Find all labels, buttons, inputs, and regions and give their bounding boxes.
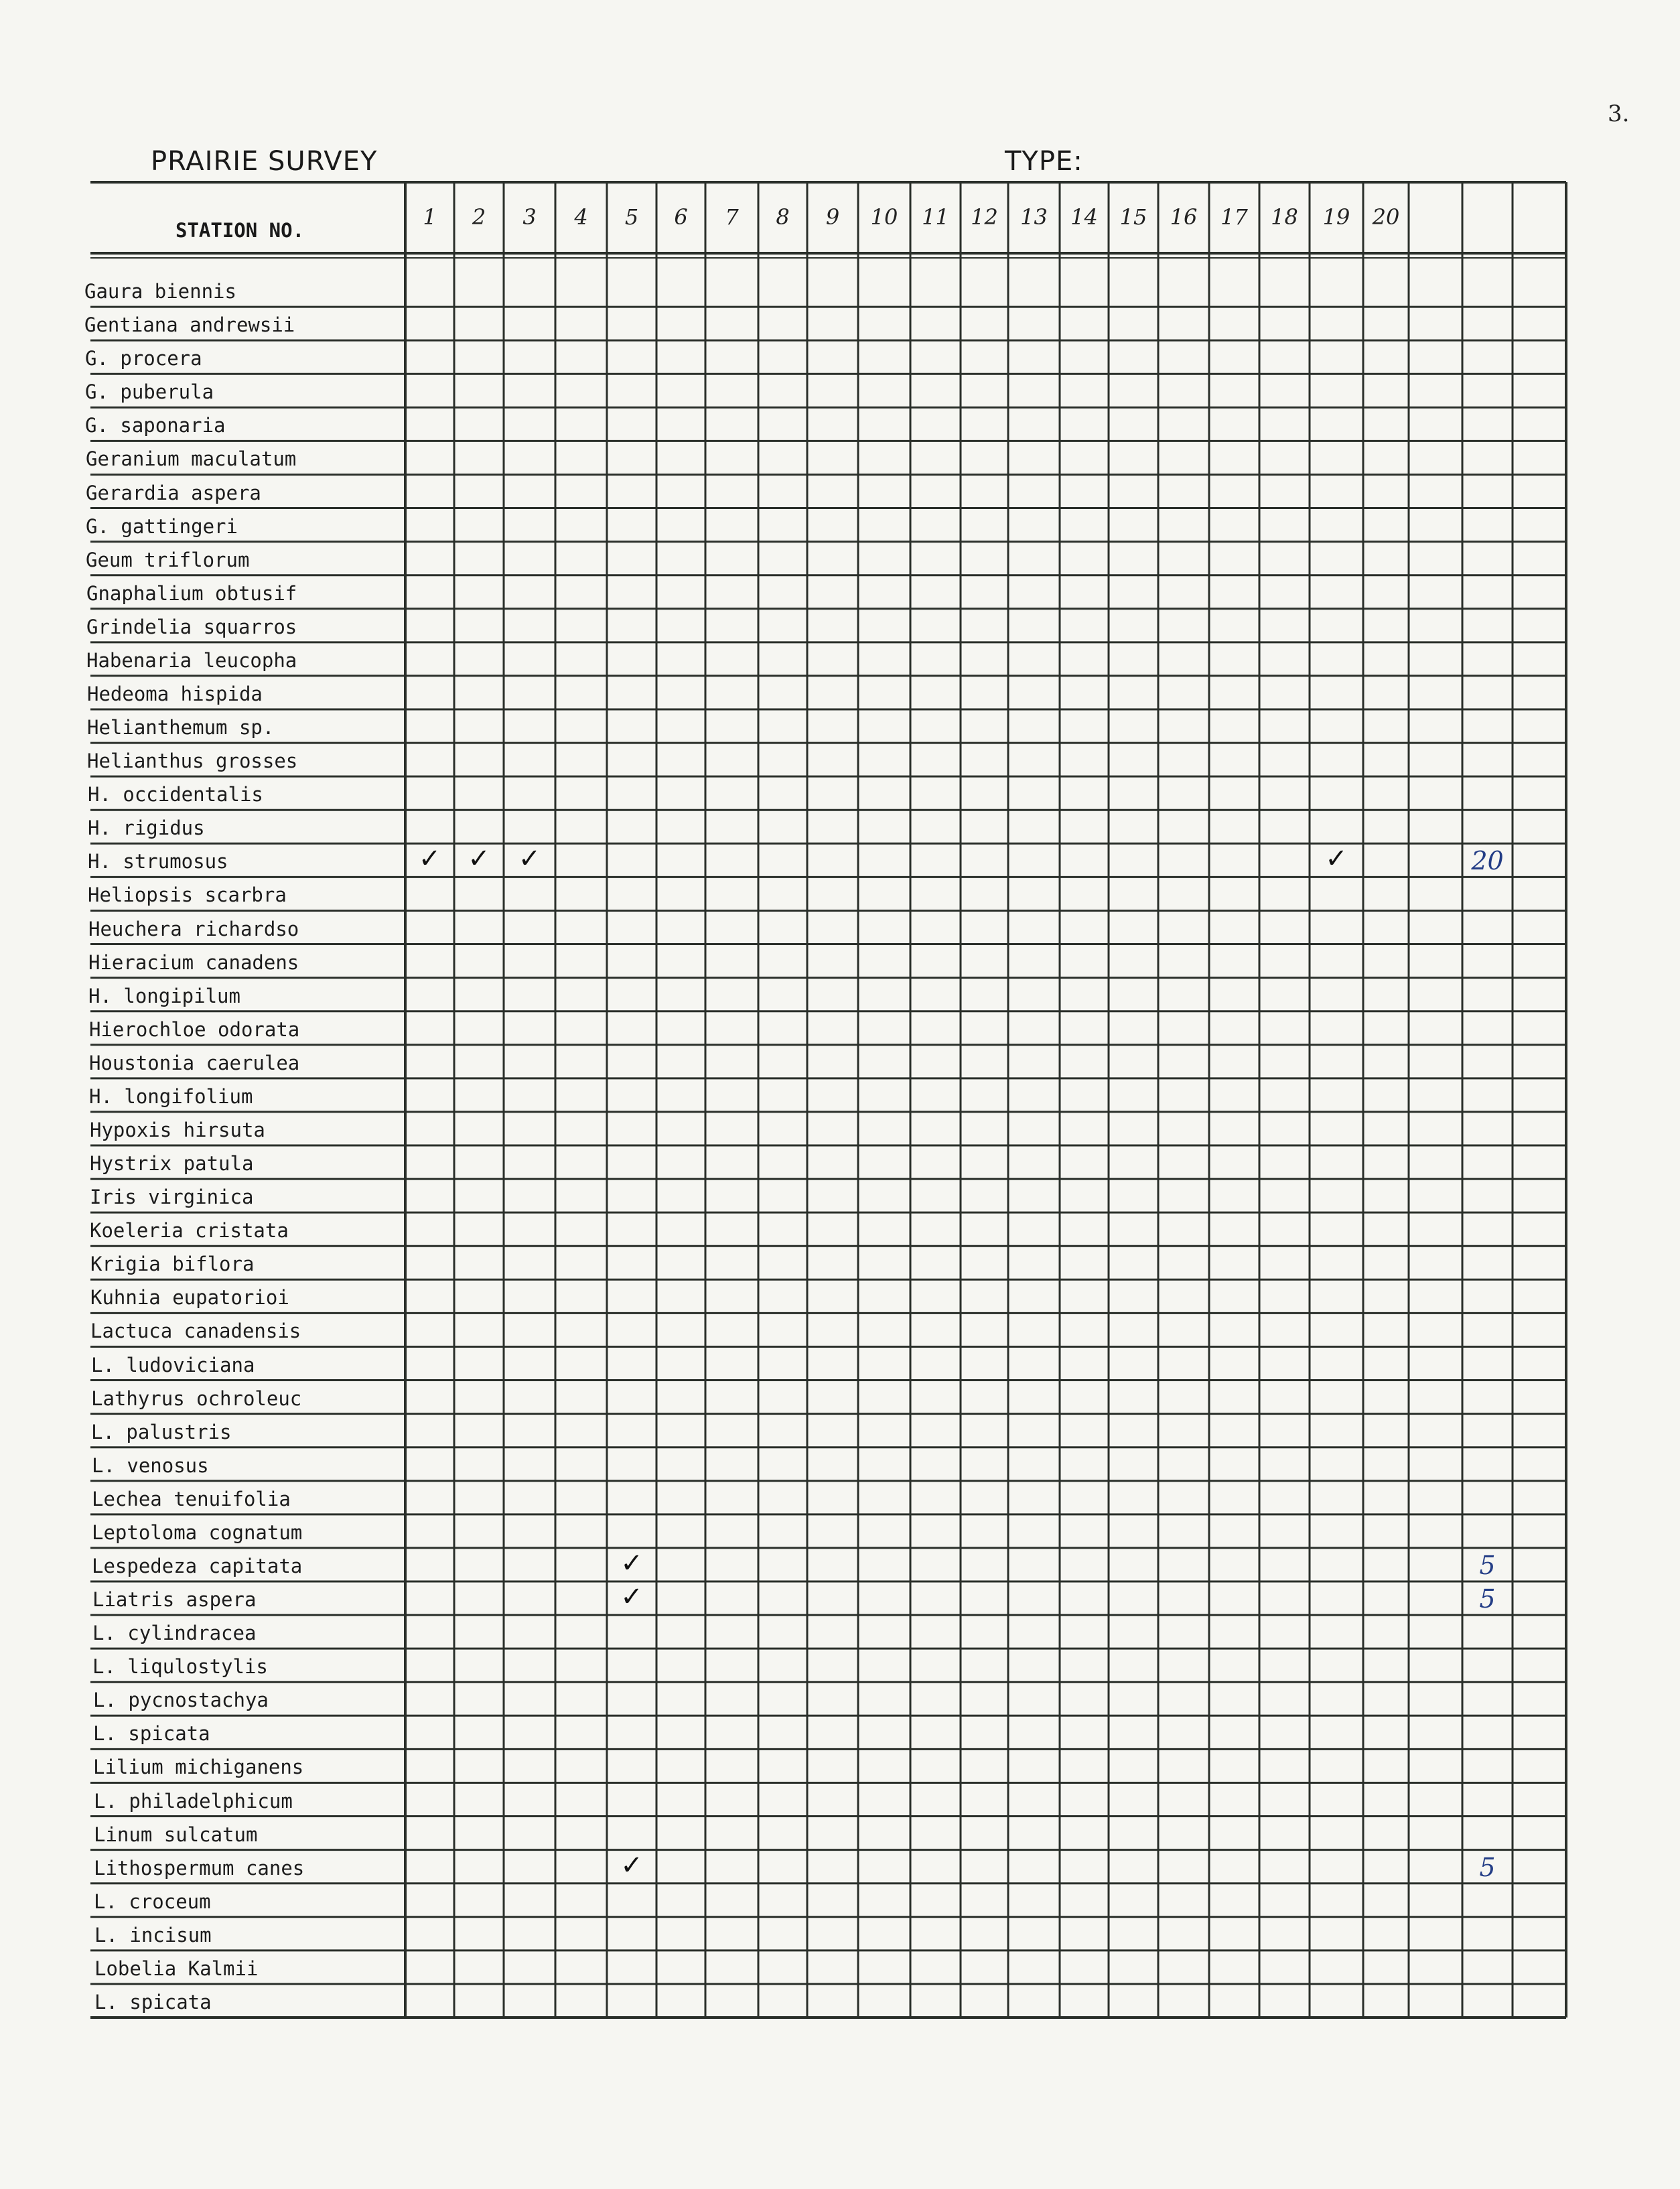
species-name: Hierochloe odorata [89,1017,300,1041]
station-number: 17 [1220,204,1248,230]
species-name: Hedeoma hispida [87,683,263,705]
station-number: 9 [825,204,840,230]
station-number: 11 [922,204,949,230]
presence-check-mark: ✓ [620,1548,643,1579]
species-name: L. philadelphicum [94,1789,293,1813]
species-name: Kuhnia eupatorioi [90,1286,289,1310]
station-count: 5 [1479,1852,1496,1882]
station-number: 18 [1271,204,1298,230]
species-name: Helianthemum sp. [87,716,275,739]
species-name: Liatris aspera [92,1588,257,1612]
species-name: L. spicata [94,1991,212,2014]
station-number: 12 [971,204,998,230]
station-number: 15 [1119,204,1147,230]
station-number: 5 [624,204,639,230]
species-name: L. cylindracea [92,1622,257,1645]
station-number: 19 [1322,204,1350,230]
presence-check-mark: ✓ [620,1581,643,1613]
species-name: Koeleria cristata [90,1219,289,1243]
page-number: 3. [1608,100,1630,127]
species-name: L. palustris [91,1420,232,1443]
species-name: Lithospermum canes [94,1856,305,1880]
species-name: Linum sulcatum [94,1823,258,1846]
station-number: 4 [574,204,588,230]
species-name: Hystrix patula [90,1152,254,1176]
station-number: 8 [776,204,790,230]
species-name: Krigia biflora [90,1253,255,1276]
species-name: Lathyrus ochroleuc [91,1387,302,1410]
presence-check-mark: ✓ [518,843,541,875]
presence-check-mark: ✓ [620,1849,643,1881]
type-label: TYPE: [1005,146,1083,177]
species-name: H. longifolium [89,1084,253,1108]
station-number: 14 [1070,204,1098,230]
presence-check-mark: ✓ [468,843,490,875]
station-number: 16 [1170,204,1198,230]
species-name: Lactuca canadensis [90,1320,301,1343]
species-name: G. saponaria [85,414,226,437]
species-name: H. strumosus [88,850,228,873]
presence-check-mark: ✓ [418,843,441,875]
species-name: Lespedeza capitata [92,1555,303,1577]
station-number: 3 [522,204,537,230]
species-name: H. longipilum [88,984,240,1007]
species-name: Gnaphalium obtusif [86,581,297,605]
species-name: L. croceum [94,1890,211,1913]
species-name: G. procera [85,347,202,370]
species-name: Iris virginica [90,1186,254,1209]
species-name: Gaura biennis [84,280,236,303]
species-name: Lobelia Kalmii [94,1957,259,1980]
species-name: Leptoloma cognatum [92,1521,303,1544]
station-number-label: STATION NO. [176,219,305,242]
species-name: L. liqulostylis [92,1655,268,1679]
species-name: Hieracium canadens [88,950,299,974]
species-name: Heuchera richardso [88,917,299,940]
station-number: 2 [472,204,486,230]
species-name: G. puberula [85,380,214,404]
species-name: Lechea tenuifolia [92,1487,291,1510]
species-name: H. rigidus [88,817,205,840]
species-name: Gentiana andrewsii [84,313,295,337]
species-name: L. incisum [94,1923,212,1947]
species-name: L. ludoviciana [91,1353,255,1376]
station-number: 13 [1020,204,1048,230]
station-number: 1 [423,204,437,230]
species-name: Geranium maculatum [86,447,297,471]
form-title: PRAIRIE SURVEY [151,146,378,177]
species-name: G. gattingeri [86,514,238,538]
station-number: 6 [674,204,688,230]
species-name: L. pycnostachya [93,1689,269,1712]
species-name: Houstonia caerulea [89,1051,300,1074]
species-name: L. venosus [92,1454,209,1477]
species-name: Heliopsis scarbra [88,884,287,907]
species-name: Gerardia aspera [86,481,261,504]
station-count: 5 [1479,1584,1496,1614]
species-name: Habenaria leucopha [86,648,297,672]
station-number: 7 [725,204,739,230]
species-name: L. spicata [93,1722,210,1746]
station-count: 5 [1479,1551,1496,1580]
species-name: Grindelia squarros [86,615,297,638]
station-number: 10 [870,204,898,230]
presence-check-mark: ✓ [1325,843,1348,875]
species-name: H. occidentalis [88,783,263,806]
species-name: Hypoxis hirsuta [90,1119,265,1141]
station-number: 20 [1372,204,1400,230]
species-name: Helianthus grosses [87,750,298,773]
station-count: 20 [1471,846,1504,876]
species-name: Geum triflorum [86,548,250,571]
species-name: Lilium michiganens [93,1756,304,1779]
